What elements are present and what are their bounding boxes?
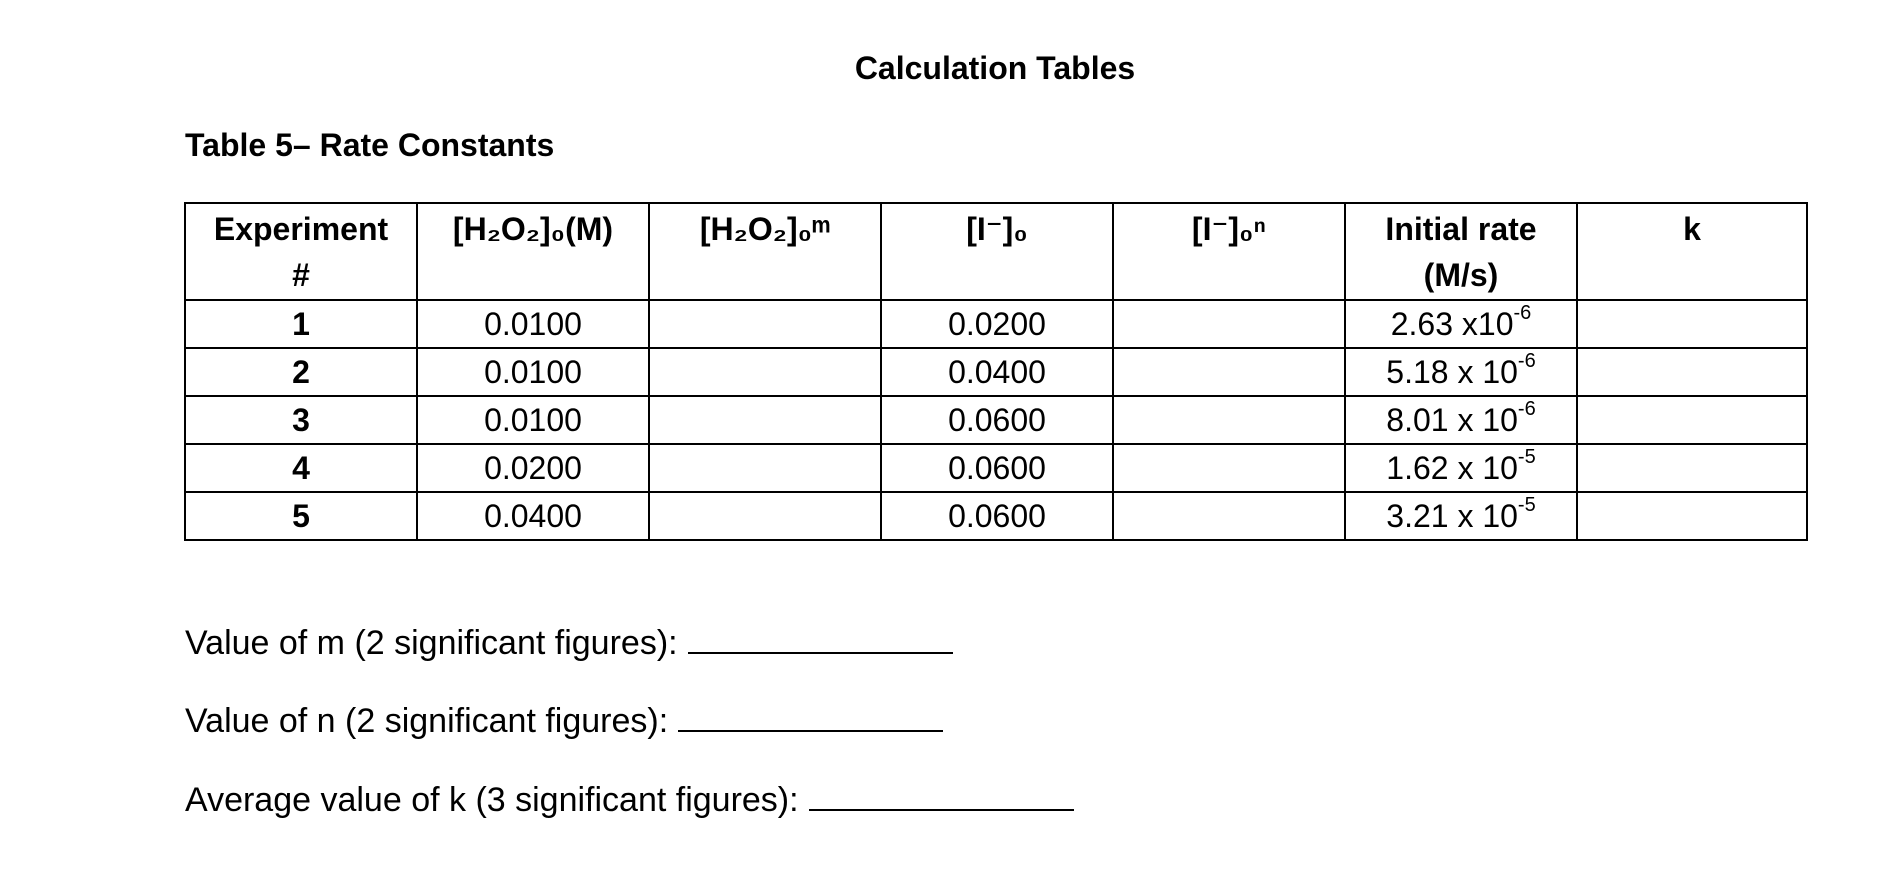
cell-experiment: 1 bbox=[185, 300, 417, 348]
header-iodide-concentration: [I⁻]₀ bbox=[881, 203, 1113, 300]
cell-h2o2-m[interactable] bbox=[649, 348, 881, 396]
cell-h2o2: 0.0100 bbox=[417, 300, 649, 348]
header-experiment bbox=[185, 203, 417, 300]
table-caption: Table 5– Rate Constants bbox=[185, 127, 555, 163]
cell-iodide: 0.0200 bbox=[881, 300, 1113, 348]
cell-h2o2-m[interactable] bbox=[649, 444, 881, 492]
cell-iodide-n[interactable] bbox=[1113, 348, 1345, 396]
header-experiment-line2: # bbox=[292, 257, 310, 293]
header-iodide-power-n: [I⁻]₀ⁿ bbox=[1113, 203, 1345, 300]
header-k: k bbox=[1577, 203, 1807, 300]
cell-h2o2: 0.0100 bbox=[417, 348, 649, 396]
cell-k[interactable] bbox=[1577, 348, 1807, 396]
cell-experiment: 2 bbox=[185, 348, 417, 396]
cell-iodide: 0.0600 bbox=[881, 444, 1113, 492]
cell-k[interactable] bbox=[1577, 396, 1807, 444]
cell-initial-rate bbox=[1345, 348, 1577, 396]
rate-mantissa: 5.18 x 10 bbox=[1386, 354, 1518, 390]
k-average-question bbox=[185, 779, 1074, 820]
table-row bbox=[185, 300, 1807, 348]
cell-experiment: 4 bbox=[185, 444, 417, 492]
rate-constants-table bbox=[184, 202, 1808, 541]
header-h2o2-concentration: [H₂O₂]₀(M) bbox=[417, 203, 649, 300]
rate-mantissa: 2.63 x10 bbox=[1390, 306, 1514, 342]
cell-experiment: 5 bbox=[185, 492, 417, 540]
cell-iodide: 0.0600 bbox=[881, 396, 1113, 444]
cell-h2o2: 0.0200 bbox=[417, 444, 649, 492]
m-value-question bbox=[185, 622, 953, 663]
cell-iodide: 0.0400 bbox=[881, 348, 1113, 396]
cell-h2o2-m[interactable] bbox=[649, 396, 881, 444]
cell-initial-rate bbox=[1345, 300, 1577, 348]
table-row bbox=[185, 492, 1807, 540]
table-row bbox=[185, 444, 1807, 492]
cell-h2o2: 0.0400 bbox=[417, 492, 649, 540]
table-header-row bbox=[185, 203, 1807, 300]
cell-initial-rate bbox=[1345, 492, 1577, 540]
n-value-question bbox=[185, 700, 943, 741]
page-title: Calculation Tables bbox=[854, 50, 1136, 86]
cell-k[interactable] bbox=[1577, 300, 1807, 348]
cell-iodide-n[interactable] bbox=[1113, 492, 1345, 540]
rate-mantissa: 3.21 x 10 bbox=[1386, 498, 1518, 534]
k-average-label: Average value of k (3 significant figures): bbox=[185, 781, 799, 819]
header-h2o2-power-m: [H₂O₂]₀ᵐ bbox=[649, 203, 881, 300]
header-initial-rate bbox=[1345, 203, 1577, 300]
cell-iodide-n[interactable] bbox=[1113, 300, 1345, 348]
cell-k[interactable] bbox=[1577, 492, 1807, 540]
n-value-label: Value of n (2 significant figures): bbox=[185, 702, 669, 740]
rate-exponent: -5 bbox=[1517, 494, 1536, 517]
rate-exponent: -6 bbox=[1513, 302, 1532, 325]
cell-iodide: 0.0600 bbox=[881, 492, 1113, 540]
rate-exponent: -6 bbox=[1517, 350, 1536, 373]
rate-exponent: -6 bbox=[1517, 398, 1536, 421]
cell-initial-rate bbox=[1345, 396, 1577, 444]
m-value-blank[interactable] bbox=[688, 622, 953, 654]
cell-iodide-n[interactable] bbox=[1113, 444, 1345, 492]
cell-initial-rate bbox=[1345, 444, 1577, 492]
rate-mantissa: 1.62 x 10 bbox=[1386, 450, 1518, 486]
header-initial-rate-line1: Initial rate bbox=[1385, 211, 1537, 247]
header-initial-rate-line2: (M/s) bbox=[1423, 257, 1499, 293]
rate-exponent: -5 bbox=[1517, 446, 1536, 469]
table-row bbox=[185, 348, 1807, 396]
cell-h2o2: 0.0100 bbox=[417, 396, 649, 444]
cell-iodide-n[interactable] bbox=[1113, 396, 1345, 444]
header-experiment-line1: Experiment bbox=[213, 211, 389, 247]
rate-mantissa: 8.01 x 10 bbox=[1386, 402, 1518, 438]
cell-h2o2-m[interactable] bbox=[649, 492, 881, 540]
m-value-label: Value of m (2 significant figures): bbox=[185, 624, 678, 662]
n-value-blank[interactable] bbox=[678, 700, 943, 732]
cell-experiment: 3 bbox=[185, 396, 417, 444]
table-row bbox=[185, 396, 1807, 444]
k-average-blank[interactable] bbox=[809, 779, 1074, 811]
cell-h2o2-m[interactable] bbox=[649, 300, 881, 348]
cell-k[interactable] bbox=[1577, 444, 1807, 492]
